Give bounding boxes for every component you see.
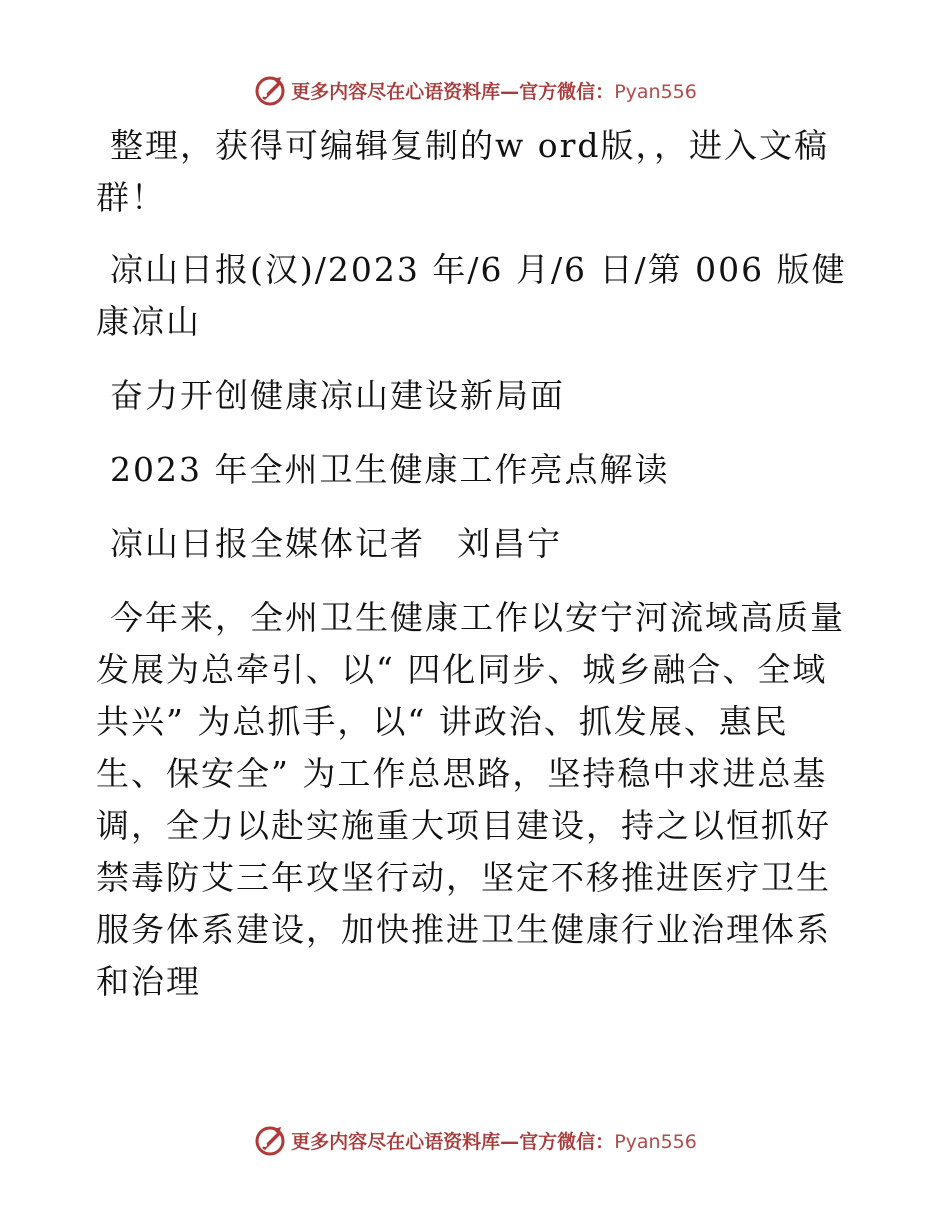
byline — [96, 518, 856, 570]
watermark-main-text: 更多内容尽在心语资料库 — [291, 1130, 501, 1153]
watermark-text — [291, 1127, 697, 1154]
watermark-suffix-label: 官方微信： — [519, 1130, 615, 1153]
watermark-separator: — — [500, 1130, 520, 1153]
watermark-separator: — — [500, 80, 520, 103]
byline-name: 刘昌宁 — [457, 524, 562, 563]
quill-pen-seal-icon — [253, 1123, 287, 1157]
watermark-main-text: 更多内容尽在心语资料库 — [291, 80, 501, 103]
document-body — [96, 120, 856, 1008]
watermark-text — [291, 77, 697, 104]
body-paragraph: 今年来，全州卫生健康工作以安宁河流域高质量发展为总牵引、以“ 四化同步、城乡融合、全域共兴” 为总抓手，以“ 讲政治、抓发展、惠民生、保安全” 为工作总思路，坚持稳中求进总基调，全力以赴实施重大项目建设，持之以恒抓好禁毒防艾三年攻坚行动，坚定不移推进医疗卫生服务体系建设，加快推进卫生健康行业治理体系和治理 — [96, 598, 845, 1001]
byline-label: 凉山日报全媒体记者 — [110, 524, 425, 563]
intro-paragraph: 整理，获得可编辑复制的w ord版，，进入文稿群！ — [96, 126, 830, 217]
watermark-wechat-id: Pyan556 — [614, 1130, 697, 1153]
footer-watermark-banner — [0, 1120, 950, 1160]
header-watermark-banner — [0, 70, 950, 110]
watermark-wechat-id: Pyan556 — [614, 80, 697, 103]
quill-pen-seal-icon — [253, 73, 287, 107]
article-subtitle: 2023 年全州卫生健康工作亮点解读 — [110, 450, 670, 489]
watermark-suffix-label: 官方微信： — [519, 80, 615, 103]
article-title: 奋力开创健康凉山建设新局面 — [110, 376, 565, 415]
source-line: 凉山日报(汉)/2023 年/6 月/6 日/第 006 版健康凉山 — [96, 250, 847, 341]
